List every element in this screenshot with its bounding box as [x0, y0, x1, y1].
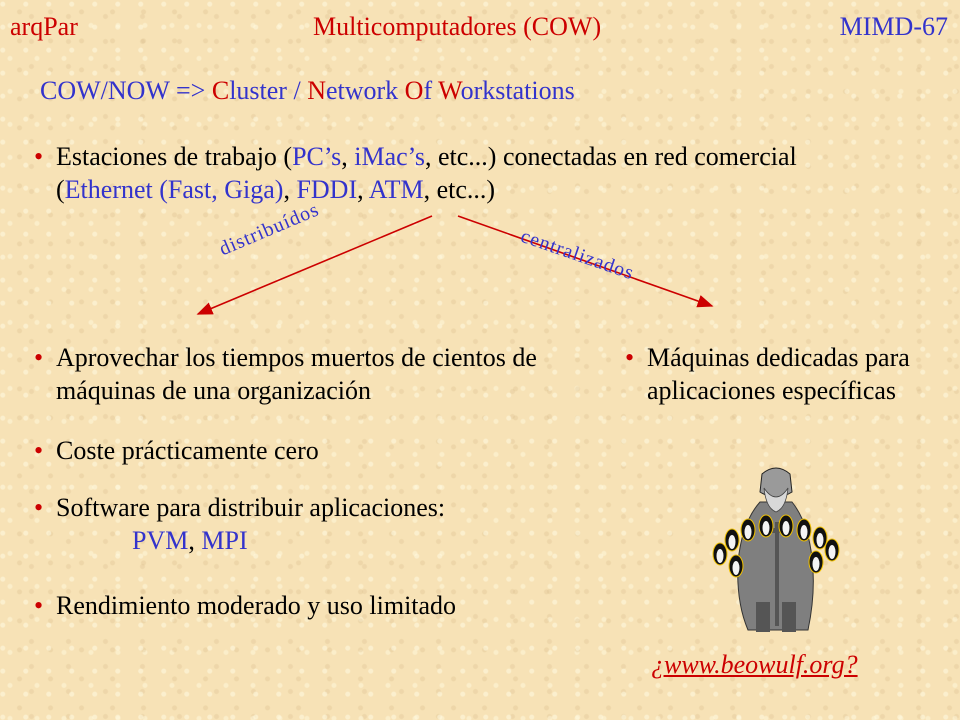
bullet-icon: •	[34, 142, 44, 171]
left-item-1: • Aprovechar los tiempos muertos de cientos de máquinas de una organización	[34, 343, 537, 405]
subtitle-letter-o: O	[404, 76, 424, 105]
arrow-label-distribuidos: distribuídos	[216, 198, 323, 261]
subtitle-letter-c: C	[211, 76, 230, 105]
intro-text: Estaciones de trabajo (PC’s, iMac’s, etc...) conectadas en red comercial (Ethernet (Fast, Giga), FDDI, ATM, etc...)	[56, 142, 797, 204]
bullet-icon: •	[625, 343, 635, 372]
term-fddi: FDDI	[296, 175, 358, 204]
term-mpi: MPI	[201, 526, 248, 555]
bullet-icon: •	[34, 436, 44, 465]
left-item-3: • Software para distribuir aplicaciones: PVM, MPI	[34, 491, 594, 557]
arrow-label-centralizados: centralizados	[517, 225, 638, 285]
term-pcs: PC’s	[292, 142, 342, 171]
subtitle-word-of: f	[423, 76, 439, 105]
term-pvm: PVM	[132, 526, 189, 555]
subtitle-prefix: COW/NOW =>	[40, 76, 212, 105]
subtitle-letter-w: W	[438, 76, 461, 105]
subtitle-word-workstations: orkstations	[460, 76, 575, 105]
software-list: PVM, MPI	[132, 526, 248, 555]
left-item-2: • Coste prácticamente cero	[34, 436, 319, 465]
bullet-icon: •	[34, 343, 44, 372]
term-atm: ATM	[368, 175, 424, 204]
right-item-1: • Máquinas dedicadas para aplicaciones específicas	[625, 343, 910, 405]
subtitle-word-cluster: luster /	[229, 76, 308, 105]
beowulf-link-container	[651, 650, 858, 680]
slide-title: Multicomputadores (COW)	[313, 12, 602, 41]
arrow-left	[198, 216, 432, 314]
bullet-icon: •	[34, 493, 44, 522]
header-right: MIMD-67	[839, 12, 948, 41]
bullet-icon: •	[34, 591, 44, 620]
beowulf-warrior-with-penguins	[712, 462, 842, 634]
term-imacs: iMac’s	[354, 142, 425, 171]
left-item-4: • Rendimiento moderado y uso limitado	[34, 591, 457, 620]
subtitle-letter-n: N	[307, 76, 326, 105]
subtitle-word-network: etwork	[325, 76, 405, 105]
header-left: arqPar	[10, 12, 78, 41]
beowulf-link[interactable]: ¿www.beowulf.org?	[651, 650, 858, 679]
term-ethernet: Ethernet (Fast, Giga)	[64, 175, 284, 204]
